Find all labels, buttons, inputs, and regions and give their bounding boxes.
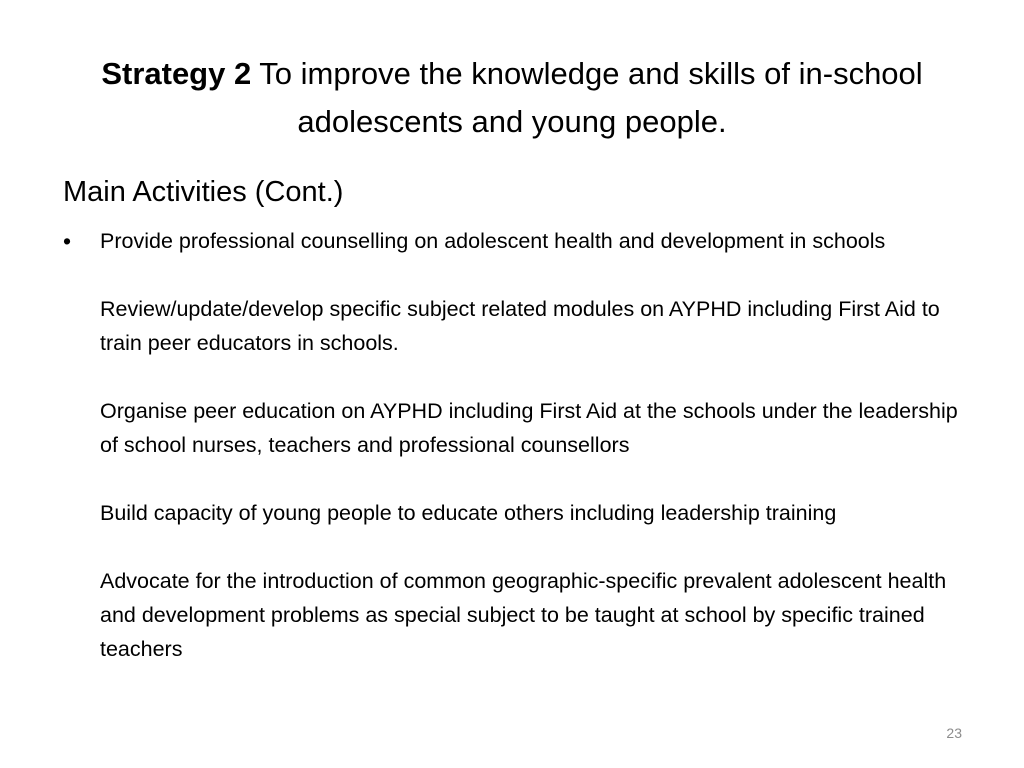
activity-paragraph: Review/update/develop specific subject related modules on AYPHD including First Aid to train peer educators in schools. (100, 297, 940, 355)
bullet-text-block (100, 224, 973, 666)
page-number: 23 (946, 725, 962, 741)
title-bold-text: Strategy 2 (101, 56, 252, 91)
section-subtitle: Main Activities (Cont.) (63, 176, 344, 208)
slide-title (60, 50, 964, 146)
activity-paragraph: Organise peer education on AYPHD including First Aid at the schools under the leadership of school nurses, teachers and professional counsellors (100, 399, 958, 457)
activities-list (63, 224, 973, 666)
bullet-item (63, 224, 973, 666)
activity-paragraph: Build capacity of young people to educate others including leadership training (100, 501, 837, 525)
title-body-text: To improve the knowledge and skills of in-school adolescents and young people. (259, 56, 923, 139)
activity-paragraph: Advocate for the introduction of common geographic-specific prevalent adolescent health and development problems as special subject to be taught at school by specific trained teachers (100, 569, 947, 661)
activity-paragraph: Provide professional counselling on adolescent health and development in schools (100, 229, 886, 253)
bullet-icon: • (63, 228, 72, 254)
